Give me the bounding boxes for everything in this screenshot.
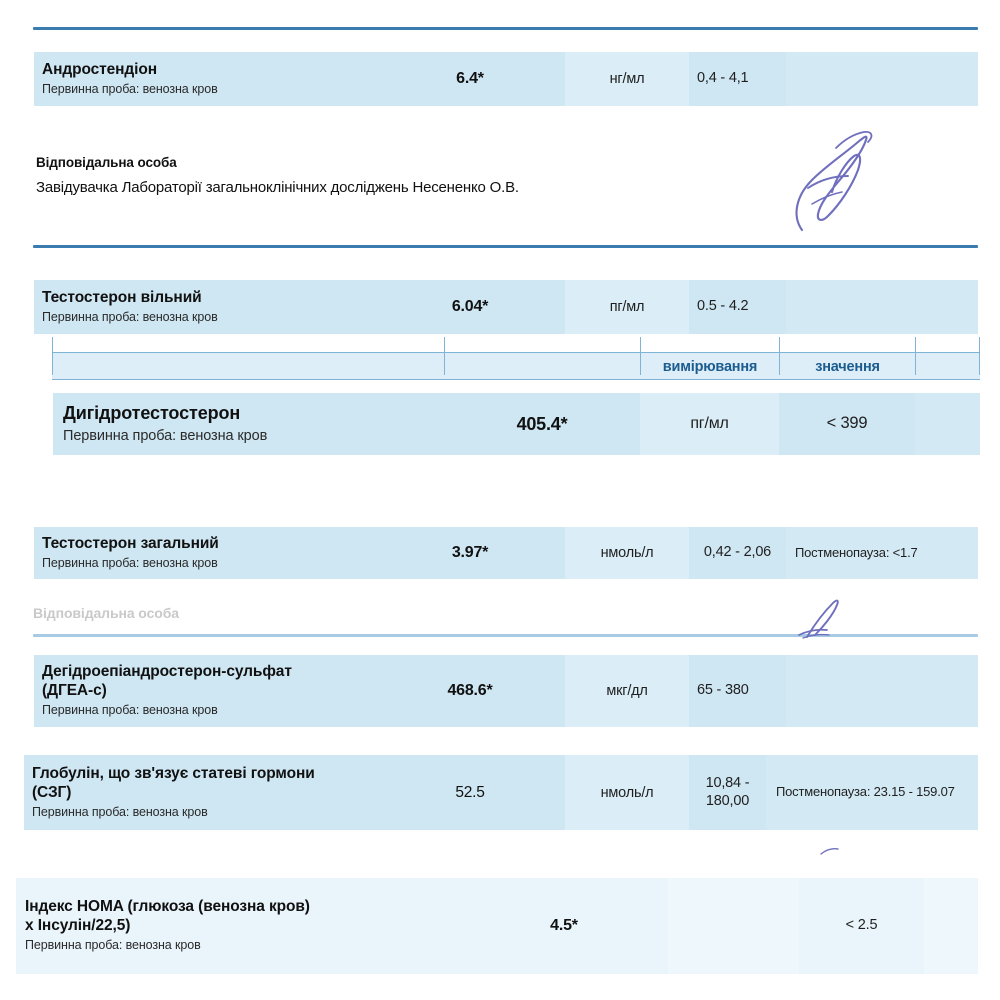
result-value-cell [375,527,565,579]
result-reference-cell [689,52,786,106]
analyte-sample: Первинна проба: венозна кров [42,703,218,718]
table-header-clipped [52,352,980,380]
analyte-name: Андростендіон [42,60,157,78]
analyte-cell [24,755,375,830]
ink-speck [818,842,842,858]
result-value: 468.6* [447,682,493,699]
analyte-sample: Первинна проба: венозна кров [42,309,218,324]
result-unit-cell [565,280,689,334]
analyte-sample: Первинна проба: венозна кров [42,555,218,570]
result-note-cell [786,52,978,106]
table-header-cell-unit: вимірювання [641,337,780,375]
result-value-cell [375,655,565,727]
result-value-cell [375,755,565,830]
analyte-sample: Первинна проба: венозна кров [42,81,218,96]
result-note-cell [786,280,978,334]
result-value-cell [375,280,565,334]
result-value: 4.5* [550,917,578,934]
table-header-cell-result [445,337,641,375]
table-header-cell-analyte [52,337,445,375]
table-header-row [52,337,980,375]
result-value-cell [375,52,565,106]
result-reference-cell [689,527,786,579]
result-unit: нмоль/л [600,784,654,801]
result-reference: < 399 [826,414,868,433]
result-reference-cell [689,280,786,334]
result-value: 6.4* [456,70,484,87]
result-reference-cell [689,655,786,727]
result-unit-cell [565,655,689,727]
analyte-name: Індекс HOMA (глюкоза (венозна кров) [25,898,310,916]
analyte-sample: Первинна проба: венозна кров [32,804,208,819]
divider-pale [33,634,978,637]
analyte-cell [34,52,375,106]
result-row-testosterone-total [34,527,978,579]
result-value: 52.5 [455,783,485,801]
table-header-cell-reference: значення [780,337,916,375]
result-unit: пг/мл [690,415,729,432]
result-row-shbg [24,755,978,830]
result-unit: пг/мл [609,299,645,315]
result-value-cell [444,393,640,455]
result-reference-cell [779,393,915,455]
divider-top [33,27,978,30]
result-row-dihydrotestosterone [53,393,980,455]
result-row-testosterone-free [34,280,978,334]
ghost-clipped-label-text: Відповідальна особа [33,605,179,621]
result-reference: 0,4 - 4,1 [697,70,749,87]
result-note: Постменопауза: 23.15 - 159.07 [776,784,955,800]
result-unit-cell [640,393,779,455]
result-reference-cell [799,878,924,974]
result-reference: < 2.5 [845,917,878,934]
result-value: 6.04* [451,298,489,315]
analyte-cell [34,280,375,334]
analyte-cell [34,527,375,579]
result-value-cell [460,878,668,974]
responsible-person-name: Завідувачка Лабораторії загальноклінічних досліджень Несененко О.В. [36,179,519,196]
result-note-cell [915,393,980,455]
result-unit-cell [565,755,689,830]
analyte-sample: Первинна проба: венозна кров [63,427,268,444]
result-unit-cell [565,52,689,106]
responsible-person-block [36,155,796,196]
table-header-cell-note [916,337,980,375]
result-reference: 10,84 - 180,00 [705,775,750,809]
analyte-name: Глобулін, що зв'язує статеві гормони [32,764,315,782]
divider-after-signature [33,245,978,248]
analyte-name-line2: х Інсулін/22,5) [25,917,131,935]
analyte-cell [53,393,444,455]
result-row-homa-index [16,878,978,974]
result-note: Постменопауза: <1.7 [795,544,918,560]
analyte-name: Дигідротестостерон [63,402,241,423]
analyte-cell [34,655,375,727]
analyte-sample: Первинна проба: венозна кров [25,938,201,953]
analyte-name: Дегідроепіандростерон-сульфат [42,663,292,681]
result-reference: 0,42 - 2,06 [703,544,772,561]
analyte-name-line2: (СЗГ) [32,783,72,801]
result-unit: мкг/дл [606,683,648,699]
analyte-cell [16,878,460,974]
result-note-cell [786,655,978,727]
ghost-clipped-label [33,605,333,632]
result-row-androstenedione [34,52,978,106]
result-note-cell [766,755,978,830]
result-reference-cell [689,755,766,830]
analyte-name: Тестостерон загальний [42,534,219,552]
analyte-name: Тестостерон вільний [42,288,202,306]
result-note-cell [786,527,978,579]
result-reference: 0.5 - 4.2 [697,298,749,315]
result-unit-cell [565,527,689,579]
result-unit: нмоль/л [600,545,654,561]
result-unit-cell [668,878,799,974]
signature-mark [778,122,898,237]
result-note-cell [924,878,978,974]
responsible-person-label: Відповідальна особа [36,155,177,170]
analyte-name-line2: (ДГЕА-с) [42,682,107,700]
result-value: 405.4* [516,413,568,434]
result-unit: нг/мл [609,71,645,87]
result-value: 3.97* [451,544,489,561]
result-row-dhea-s [34,655,978,727]
result-reference: 65 - 380 [697,682,749,699]
